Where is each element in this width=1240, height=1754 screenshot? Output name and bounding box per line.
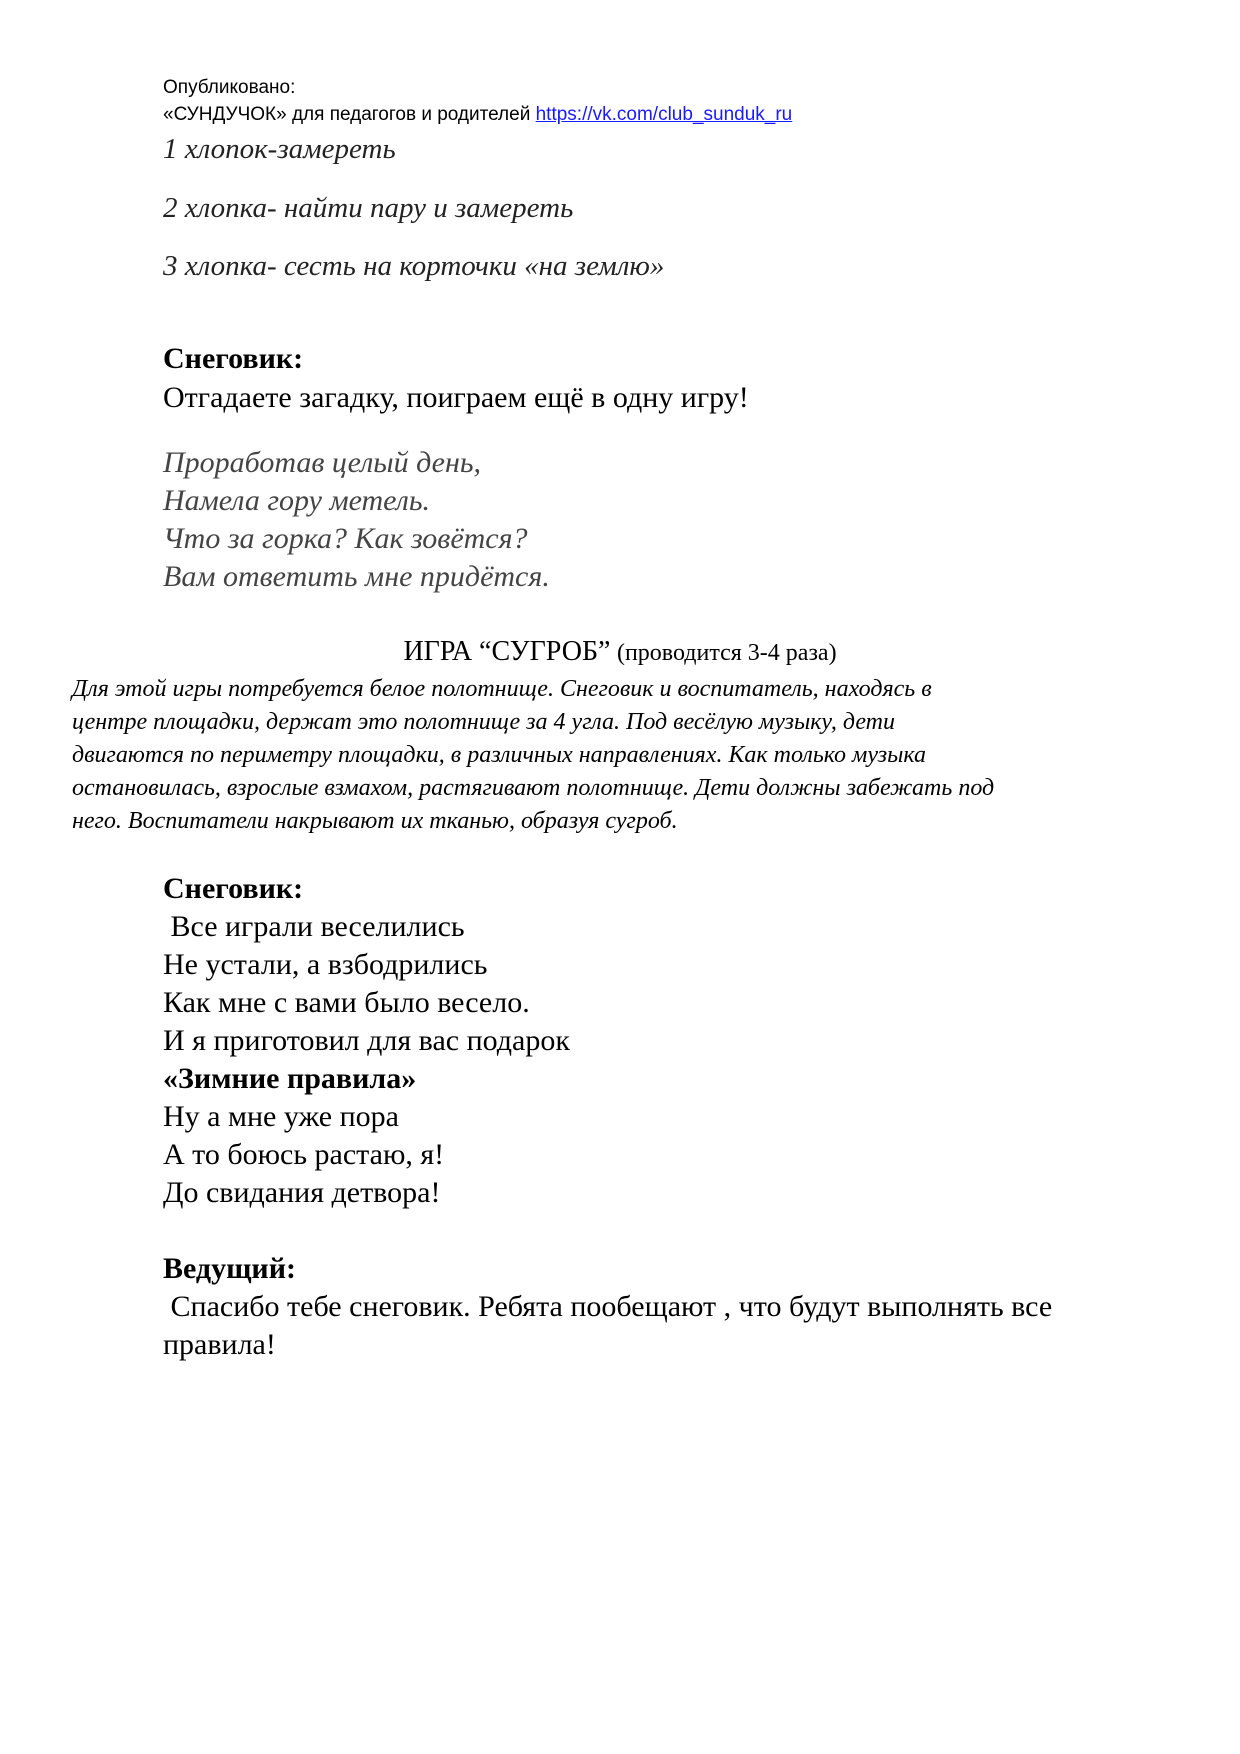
- game-heading: [0, 636, 1240, 668]
- host-line: Спасибо тебе снеговик. Ребята пообещают , что будут выполнять все: [163, 1290, 1053, 1323]
- speech-line: Все играли веселились: [163, 910, 465, 943]
- description-line: него. Воспитатели накрывают их тканью, образуя сугроб.: [72, 808, 678, 834]
- speech-line: Не устали, а взбодрились: [163, 948, 488, 981]
- speech-line: Как мне с вами было весело.: [163, 986, 530, 1019]
- description-line: центре площадки, держат это полотнище за 4 угла. Под весёлую музыку, дети: [72, 709, 895, 735]
- description-line: двигаются по периметру площадки, в различных направлениях. Как только музыка: [72, 742, 926, 768]
- source-link[interactable]: https://vk.com/club_sunduk_ru: [535, 104, 793, 125]
- speech-line: Ну а мне уже пора: [163, 1100, 399, 1133]
- riddle-line: Намела гору метель.: [163, 484, 430, 517]
- speaker-snowman-2: Снеговик:: [163, 872, 304, 905]
- description-line: остановилась, взрослые взмахом, растягивают полотнище. Дети должны забежать под: [72, 775, 995, 801]
- riddle-line: Вам ответить мне придётся.: [163, 560, 550, 593]
- source-text: «СУНДУЧОК» для педагогов и родителей: [163, 104, 531, 125]
- riddle-line: Проработав целый день,: [163, 446, 482, 479]
- speaker-host: Ведущий:: [163, 1252, 296, 1285]
- clap-rule-1: 1 хлопок-замереть: [163, 133, 396, 165]
- speech-line: А то боюсь растаю, я!: [163, 1138, 445, 1171]
- snowman-speech: [163, 870, 570, 1212]
- speech-line: До свидания детвора!: [163, 1176, 441, 1209]
- gift-title: «Зимние правила»: [163, 1062, 417, 1095]
- published-label: Опубликовано:: [163, 77, 296, 98]
- host-line: правила!: [163, 1328, 276, 1361]
- riddle-line: Что за горка? Как зовётся?: [163, 522, 528, 555]
- host-speech: [163, 1250, 1052, 1364]
- riddle: [163, 444, 550, 596]
- speech-line: И я приготовил для вас подарок: [163, 1024, 570, 1057]
- description-line: Для этой игры потребуется белое полотнище. Снеговик и воспитатель, находясь в: [72, 676, 932, 702]
- game-title: ИГРА “СУГРОБ”: [403, 636, 611, 667]
- game-description: [72, 673, 994, 838]
- game-note: (проводится 3-4 раза): [616, 640, 837, 666]
- clap-rule-2: 2 хлопка- найти пару и замереть: [163, 192, 574, 224]
- speaker-snowman-1: Снеговик:: [163, 342, 304, 375]
- source-line: [163, 102, 792, 128]
- clap-rule-3: 3 хлопка- сесть на корточки «на землю»: [163, 250, 665, 282]
- snowman-line-1: Отгадаете загадку, поиграем ещё в одну игру!: [163, 381, 749, 414]
